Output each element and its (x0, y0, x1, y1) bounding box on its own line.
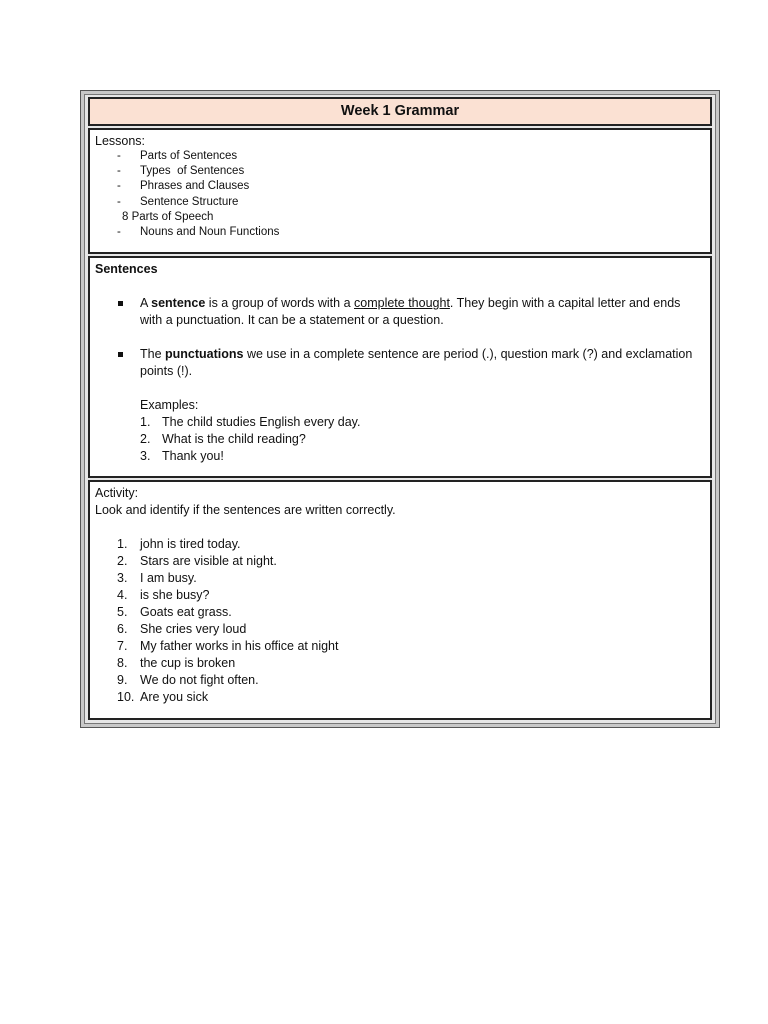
item-number: 1. (140, 415, 151, 429)
example-text: What is the child reading? (162, 432, 306, 446)
lesson-item (95, 195, 705, 210)
lesson-item (95, 225, 705, 240)
lesson-text: Parts of Sentences (140, 150, 238, 162)
item-number: 4. (117, 588, 128, 602)
bullet-punctuation-definition (95, 346, 705, 380)
activity-text: She cries very loud (140, 622, 247, 636)
text-run: is a group of words with a (205, 296, 355, 310)
dash-marker: - (117, 165, 121, 178)
lesson-text: Phrases and Clauses (140, 180, 250, 193)
activity-item (95, 689, 705, 706)
item-number: 7. (117, 639, 128, 653)
lesson-text: Types of Sentences (140, 165, 245, 178)
item-number: 2. (117, 554, 128, 568)
title-cell (88, 97, 712, 126)
activity-text: john is tired today. (140, 537, 241, 551)
item-number: 8. (117, 656, 128, 670)
example-item (140, 431, 705, 448)
dash-marker: - (117, 150, 121, 162)
text-run: . They begin with a capital letter and ends with a punctuation. It can be a statement or a question. (140, 296, 681, 327)
activity-item (95, 655, 705, 672)
dash-marker: - (117, 226, 121, 239)
item-number: 6. (117, 622, 128, 636)
activity-cell (88, 480, 712, 720)
lesson-item (95, 149, 705, 164)
example-item (140, 448, 705, 465)
activity-item (95, 587, 705, 604)
worksheet-table (80, 90, 720, 728)
lesson-item (95, 164, 705, 179)
activity-text: Are you sick (140, 690, 209, 704)
lesson-text: Sentence Structure (140, 195, 239, 208)
page-title: Week 1 Grammar (340, 103, 460, 119)
item-number: 3. (117, 571, 128, 585)
item-number: 9. (117, 673, 128, 687)
example-text: Thank you! (162, 449, 224, 463)
activity-text: Goats eat grass. (140, 605, 232, 619)
activity-item (95, 638, 705, 655)
dash-marker: - (117, 180, 121, 193)
activity-instruction: Look and identify if the sentences are written correctly. (95, 503, 396, 517)
item-number: 2. (140, 432, 151, 446)
examples-block (95, 397, 705, 465)
activity-text: My father works in his office at night (140, 639, 339, 653)
text-run: The (140, 347, 166, 361)
activity-item (95, 570, 705, 587)
item-number: 5. (117, 605, 128, 619)
text-run: we use in a complete sentence are period (.), question mark (?) and exclamation points (!). (140, 347, 693, 378)
lesson-item (95, 179, 705, 194)
lesson-item (95, 210, 705, 225)
activity-item (95, 672, 705, 689)
item-number: 1. (117, 537, 128, 551)
item-number: 10. (117, 690, 135, 704)
table-frame (84, 94, 716, 724)
lessons-cell (88, 128, 712, 254)
activity-text: is she busy? (140, 588, 210, 602)
activity-text: the cup is broken (140, 656, 236, 670)
bold-term-sentence: sentence (151, 296, 206, 310)
example-item (140, 414, 705, 431)
activity-item (95, 621, 705, 638)
activity-item (95, 604, 705, 621)
lessons-heading: Lessons: (95, 134, 146, 148)
activity-item (95, 553, 705, 570)
activity-text: We do not fight often. (140, 673, 259, 687)
activity-heading: Activity: (95, 486, 139, 500)
item-number: 3. (140, 449, 151, 463)
activity-text: Stars are visible at night. (140, 554, 277, 568)
square-bullet-icon (118, 301, 123, 306)
lesson-text: Nouns and Noun Functions (140, 226, 280, 239)
activity-text: I am busy. (140, 571, 197, 585)
bullet-sentence-definition (95, 295, 705, 329)
underlined-term: complete thought (354, 296, 450, 310)
example-text: The child studies English every day. (162, 415, 361, 429)
bold-term-punctuations: punctuations (165, 347, 244, 361)
square-bullet-icon (118, 352, 123, 357)
sentences-cell (88, 256, 712, 478)
examples-label: Examples: (140, 398, 199, 412)
activity-item (95, 536, 705, 553)
text-run: A (140, 296, 152, 310)
sentences-heading: Sentences (95, 262, 158, 276)
dash-marker: - (117, 195, 121, 208)
lesson-text: 8 Parts of Speech (122, 210, 214, 223)
